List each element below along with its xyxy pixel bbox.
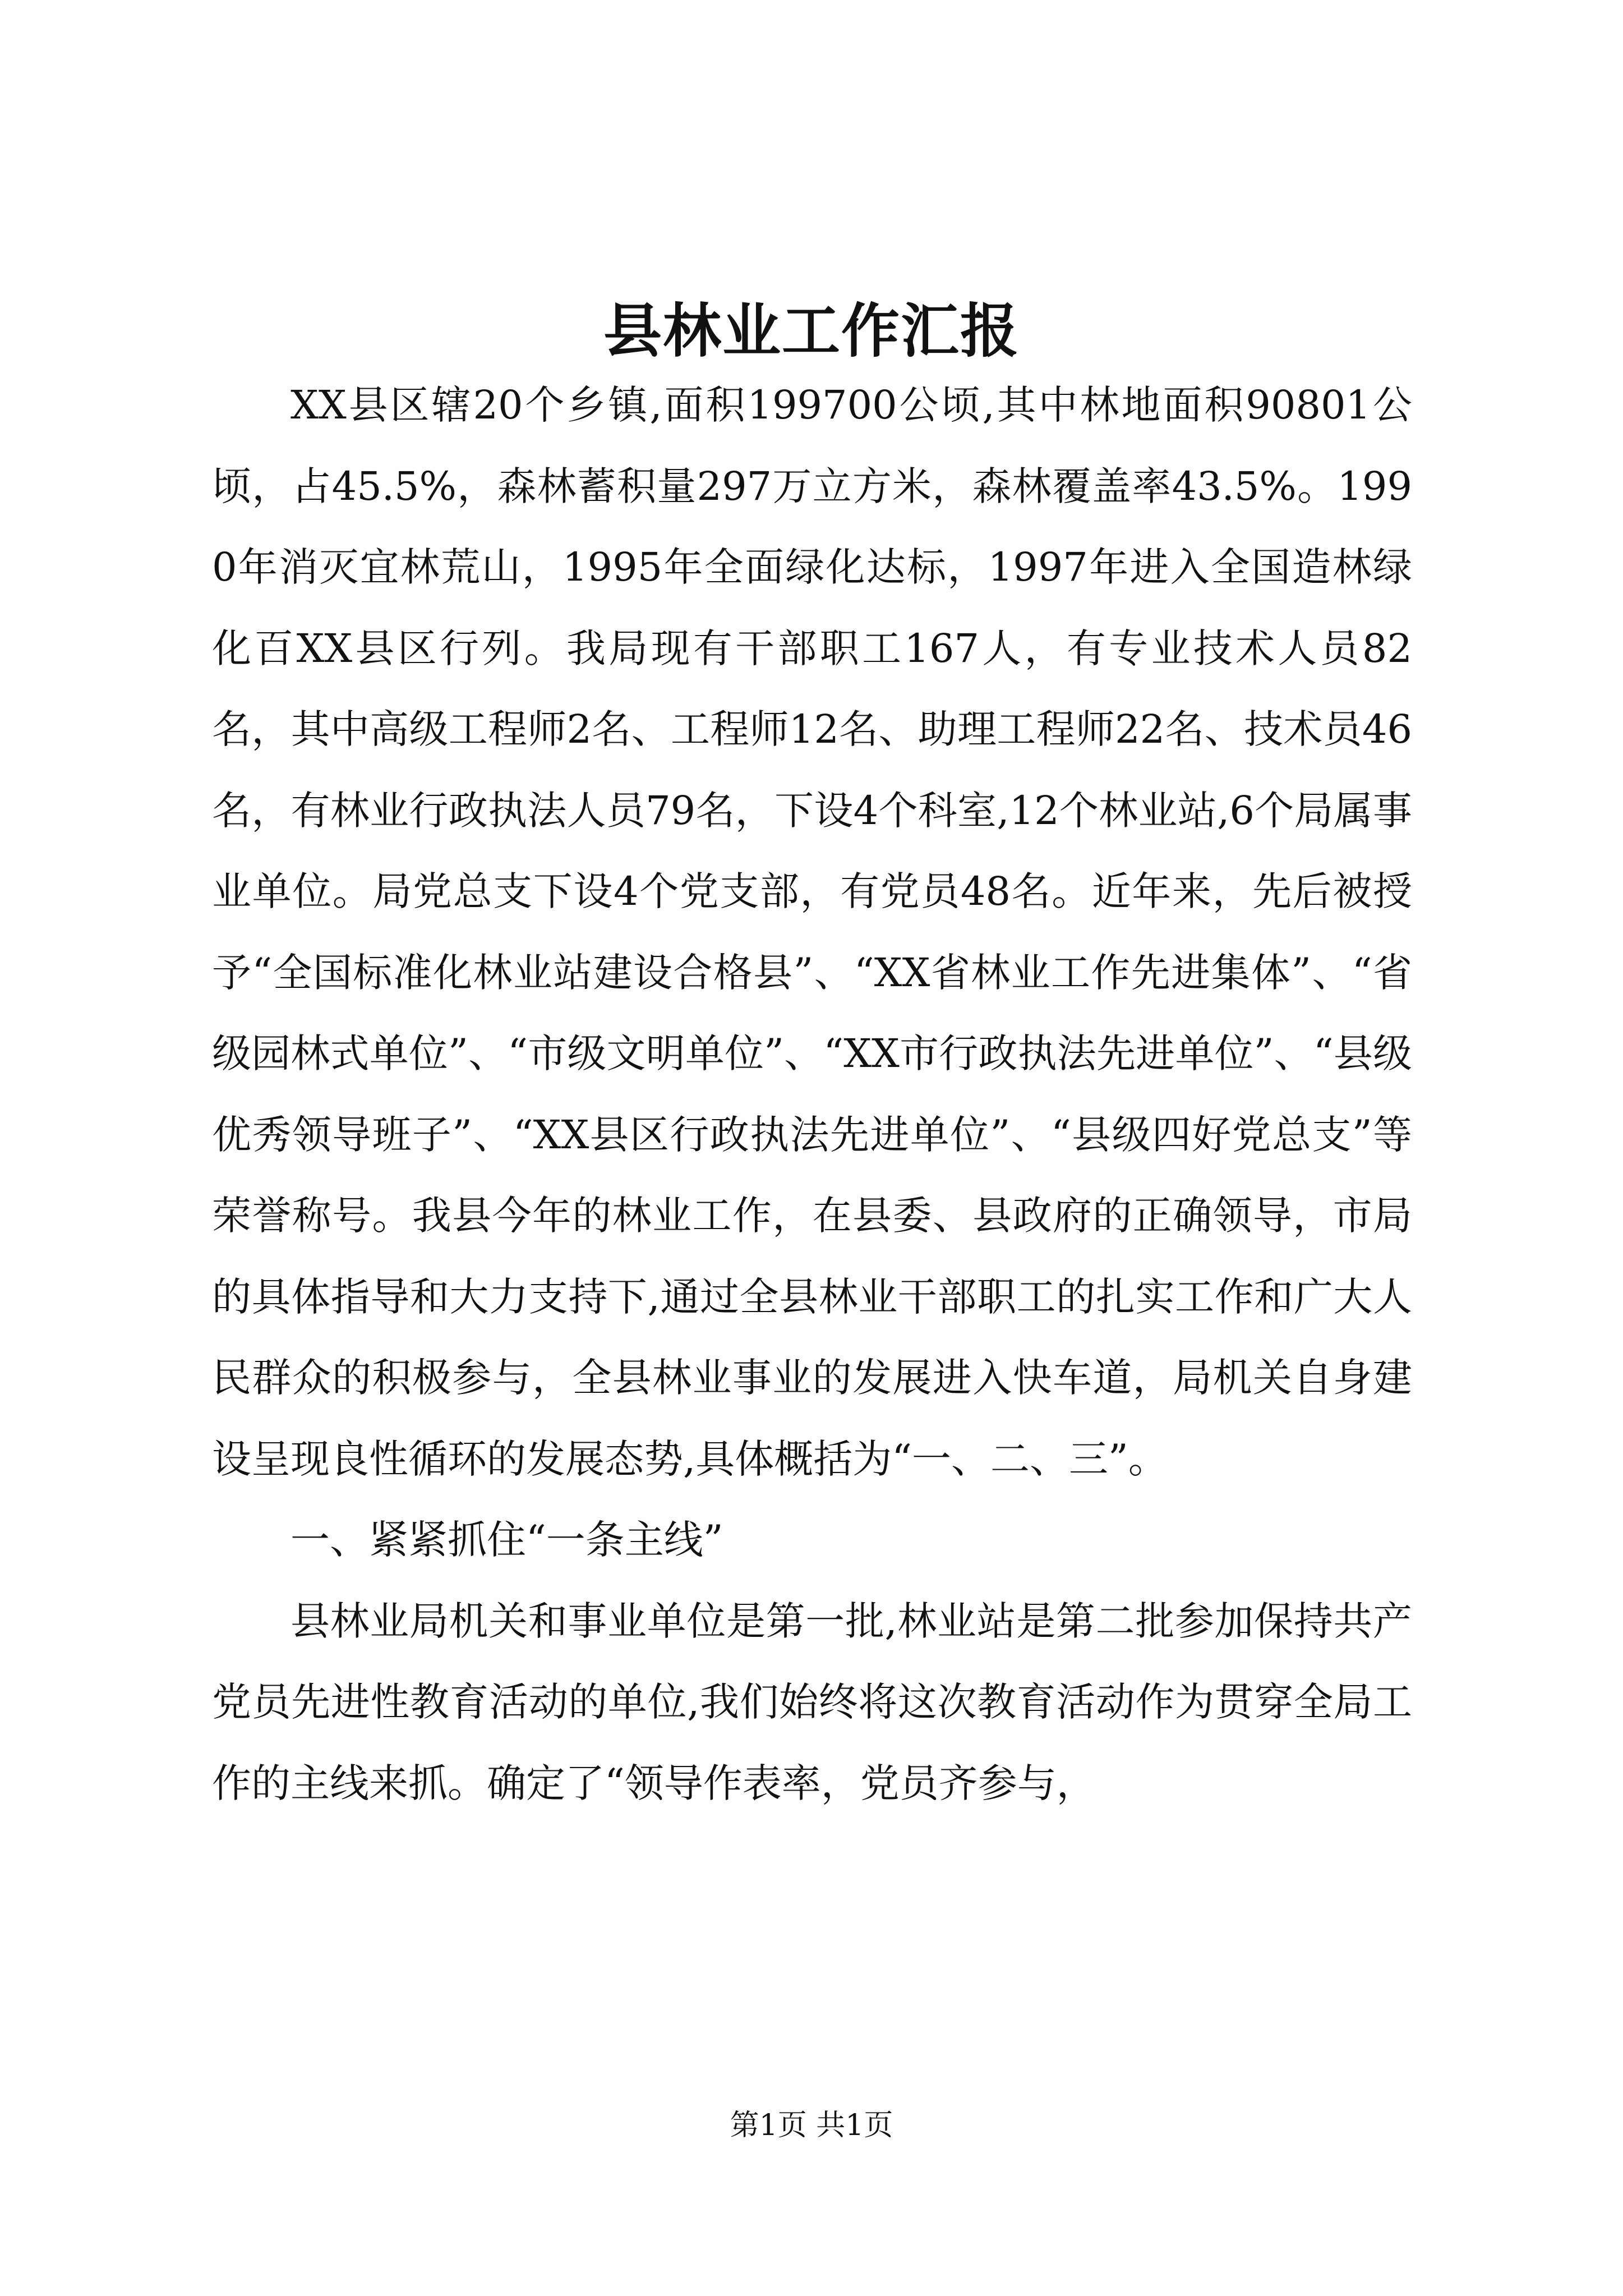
document-title: 县林业工作汇报 [603,297,1020,365]
page-footer: 第1页 共1页 [730,2109,893,2142]
section-paragraph: 县林业局机关和事业单位是第一批,林业站是第二批参加保持共产党员先进性教育活动的单位,我们始终将这次教育活动作为贯穿全局工作的主线来抓。确定了“领导作表率，党员齐参与， [212,1598,1412,1806]
document-body [212,365,1412,1824]
section-heading: 一、紧紧抓住“一条主线” [291,1517,723,1563]
intro-paragraph: XX县区辖20个乡镇,面积199700公顷,其中林地面积90801公顷，占45.5%，森林蓄积量297万立方米，森林覆盖率43.5%。1990年消灭宜林荒山，1995年全面绿化达标，1997年进入全国造林绿化百XX县区行列。我局现有干部职工167人，有专业技术人员82名，其中高级工程师2名、工程师12名、助理工程师22名、技术员46名，有林业行政执法人员79名，下设4个科室,12个林业站,6个局属事业单位。局党总支下设4个党支部，有党员48名。近年来，先后被授予“全国标准化林业站建设合格县”、“XX省林业工作先进集体”、“省级园林式单位”、“市级文明单位”、“XX市行政执法先进单位”、“县级优秀领导班子”、“XX县区行政执法先进单位”、“县级四好党总支”等荣誉称号。我县今年的林业工作，在县委、县政府的正确领导，市局的具体指导和大力支持下,通过全县林业干部职工的扎实工作和广大人民群众的积极参与，全县林业事业的发展进入快车道，局机关自身建设呈现良性循环的发展态势,具体概括为“一、二、三”。 [212,382,1412,1482]
